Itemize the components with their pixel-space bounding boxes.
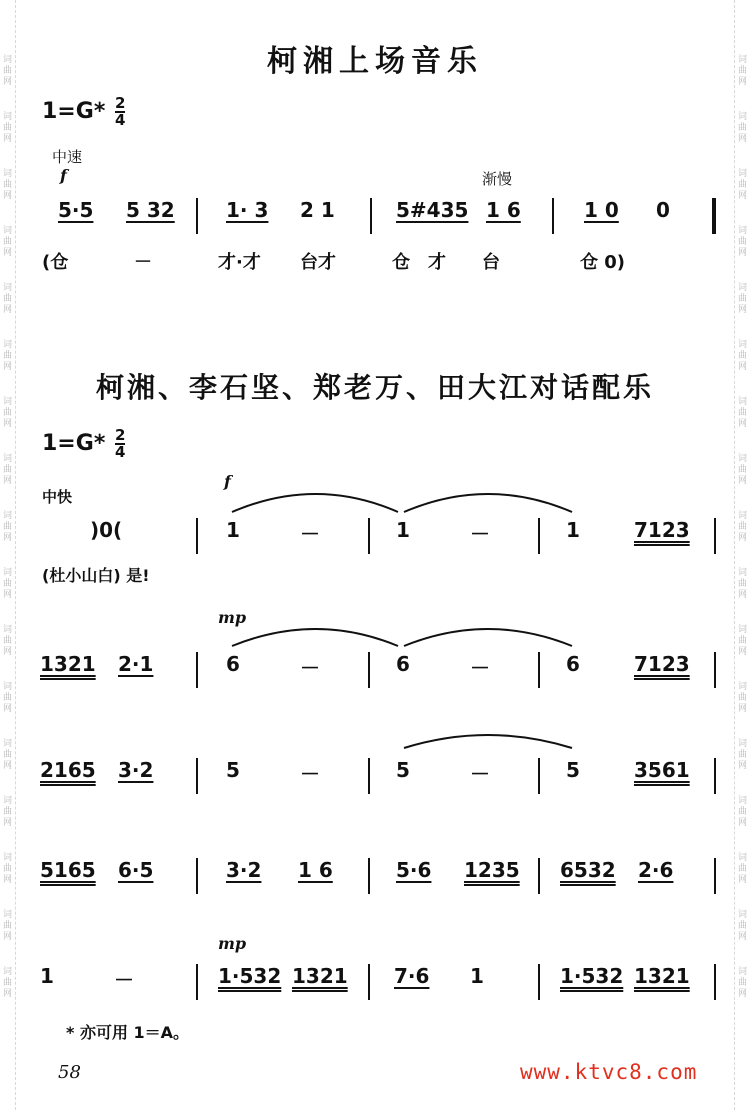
section1-rit: 渐慢 (482, 170, 513, 188)
watermark-text: 词 曲 网 (737, 967, 747, 999)
barline (538, 758, 540, 794)
note-group: 1321 (634, 964, 690, 988)
barline (714, 518, 716, 554)
barline (714, 964, 716, 1000)
watermark-text: 词 曲 网 (2, 853, 12, 885)
note-group: 7123 (634, 652, 690, 676)
percussion-syllable: 仓 0) (580, 252, 626, 273)
note-group: 1 6 (298, 858, 333, 882)
barline (196, 518, 198, 554)
section1-time-den: 4 (115, 111, 126, 129)
note-group: 7·6 (394, 964, 430, 988)
section2-row-4 (0, 858, 750, 898)
barline (368, 652, 370, 688)
watermark-text: 词 曲 网 (2, 454, 12, 486)
watermark-text: 词 曲 网 (737, 112, 747, 144)
percussion-syllable: 台才 (300, 252, 336, 273)
watermark-text: 词 曲 网 (2, 910, 12, 942)
watermark-text: 词 曲 网 (2, 340, 12, 372)
note-group: 2 1 (300, 198, 335, 222)
watermark-text: 词 曲 网 (737, 796, 747, 828)
slur (232, 494, 398, 512)
watermark-text: 词 曲 网 (737, 397, 747, 429)
note-group: 1 6 (486, 198, 521, 222)
section1-dynamic: f (60, 166, 67, 185)
section2-tempo: 中快 (42, 488, 73, 506)
note-group: 6·5 (118, 858, 154, 882)
note: 1 (40, 964, 54, 988)
watermark-text: 词 曲 网 (737, 55, 747, 87)
dash: － (470, 762, 490, 786)
section2-row-5 (0, 964, 750, 1004)
note-group: 1 0 (584, 198, 619, 222)
barline (196, 858, 198, 894)
note-group: 2·6 (638, 858, 674, 882)
dash: － (300, 522, 320, 546)
watermark-text: 词 曲 网 (737, 169, 747, 201)
percussion-syllable: － (134, 252, 152, 273)
barline (538, 652, 540, 688)
section2-row-3 (0, 758, 750, 798)
percussion-syllable: 台 (482, 252, 500, 273)
watermark-text: 词 曲 网 (2, 226, 12, 258)
note-group: 1·532 (560, 964, 624, 988)
note-group: 5#435 (396, 198, 469, 222)
watermark-text: 词 曲 网 (2, 967, 12, 999)
note-group: 3561 (634, 758, 690, 782)
section1-percussion-row (0, 248, 750, 288)
section2-title: 柯湘、李石坚、郑老万、田大江对话配乐 (95, 371, 654, 404)
section2-key: 1=G (42, 431, 94, 456)
watermark-text: 词 曲 网 (2, 283, 12, 315)
barline (196, 758, 198, 794)
note: 1 (226, 518, 240, 542)
barline (538, 964, 540, 1000)
note: 6 (396, 652, 410, 676)
section2-dynamic-f: f (224, 472, 231, 491)
note: 6 (226, 652, 240, 676)
note-group: 3·2 (226, 858, 262, 882)
section1-key-mark: * (93, 99, 106, 124)
watermark-text: 词 曲 网 (737, 340, 747, 372)
section2-key-signature (42, 428, 125, 460)
watermark-text: 词 曲 网 (2, 796, 12, 828)
note-group: 2·1 (118, 652, 154, 676)
section2-time-signature (115, 428, 125, 460)
dash: － (300, 762, 320, 786)
watermark-text: 词 曲 网 (737, 283, 747, 315)
section2-time-num: 2 (115, 426, 126, 444)
dash: － (114, 968, 134, 992)
spoken-line: (杜小山白) 是! (42, 566, 150, 585)
note-group: 2165 (40, 758, 96, 782)
note-group: 0 (656, 198, 670, 222)
note-group: 5165 (40, 858, 96, 882)
watermark-text: 词 曲 网 (737, 226, 747, 258)
watermark-text: 词 曲 网 (2, 682, 12, 714)
barline (368, 758, 370, 794)
section2-row-1 (0, 518, 750, 558)
watermark-text: 词 曲 网 (2, 169, 12, 201)
watermark-text: 词 曲 网 (2, 739, 12, 771)
note-group: 1· 3 (226, 198, 269, 222)
barline (538, 518, 540, 554)
watermark-text: 词 曲 网 (737, 454, 747, 486)
percussion-syllable: 仓 (392, 252, 410, 273)
note-group: 7123 (634, 518, 690, 542)
note: 1 (470, 964, 484, 988)
section1-melody-row (0, 198, 750, 238)
watermark-text: 词 曲 网 (2, 112, 12, 144)
slur (404, 494, 572, 512)
note: 5 (396, 758, 410, 782)
barline (552, 198, 554, 234)
watermark-text: 词 曲 网 (737, 682, 747, 714)
barline (370, 198, 372, 234)
note-group: 5·5 (58, 198, 94, 222)
section1-title: 柯湘上场音乐 (267, 44, 483, 79)
dash: － (300, 656, 320, 680)
percussion-syllable: 才·才 (218, 252, 261, 273)
percussion-syllable: (仓 (42, 252, 69, 273)
footnote: * 亦可用 1＝A。 (66, 1023, 190, 1042)
note: 6 (566, 652, 580, 676)
note: 1 (396, 518, 410, 542)
pickup-rest: )0( (90, 518, 123, 542)
barline (714, 758, 716, 794)
section1-time-signature (115, 96, 125, 128)
barline (714, 652, 716, 688)
note-group: 5 32 (126, 198, 175, 222)
section2-row-2 (0, 652, 750, 692)
dash: － (470, 522, 490, 546)
note: 1 (566, 518, 580, 542)
slur (404, 629, 572, 646)
watermark-text: 词 曲 网 (737, 739, 747, 771)
barline (368, 518, 370, 554)
watermark-text: 词 曲 网 (2, 55, 12, 87)
page-number: 58 (58, 1062, 81, 1083)
barline (368, 858, 370, 894)
section2-key-mark: * (93, 431, 106, 456)
slur (232, 629, 398, 646)
watermark-text: 词 曲 网 (2, 625, 12, 657)
note-group: 1321 (40, 652, 96, 676)
section2-dynamic-mp2: mp (218, 934, 247, 953)
note-group: 1·532 (218, 964, 282, 988)
watermark-text: 词 曲 网 (2, 397, 12, 429)
watermark-text: 词 曲 网 (737, 511, 747, 543)
section1-time-num: 2 (115, 94, 126, 112)
barline (196, 652, 198, 688)
section2-dynamic-mp1: mp (218, 608, 247, 627)
barline (196, 198, 198, 234)
watermark-text: 词 曲 网 (737, 625, 747, 657)
final-barline (712, 198, 716, 234)
slur (404, 735, 572, 748)
note-group: 1321 (292, 964, 348, 988)
barline (714, 858, 716, 894)
percussion-syllable: 才 (428, 252, 446, 273)
note: 5 (566, 758, 580, 782)
watermark-text: 词 曲 网 (2, 568, 12, 600)
barline (538, 858, 540, 894)
section1-key: 1=G (42, 99, 94, 124)
section1-key-signature (42, 96, 125, 128)
note-group: 1235 (464, 858, 520, 882)
site-watermark: www.ktvc8.com (520, 1060, 698, 1084)
dash: － (470, 656, 490, 680)
barline (368, 964, 370, 1000)
watermark-text: 词 曲 网 (737, 568, 747, 600)
section1-tempo: 中速 (52, 148, 83, 166)
note-group: 3·2 (118, 758, 154, 782)
watermark-text: 词 曲 网 (737, 910, 747, 942)
barline (196, 964, 198, 1000)
section2-time-den: 4 (115, 443, 126, 461)
watermark-text: 词 曲 网 (737, 853, 747, 885)
note: 5 (226, 758, 240, 782)
note-group: 5·6 (396, 858, 432, 882)
note-group: 6532 (560, 858, 616, 882)
watermark-text: 词 曲 网 (2, 511, 12, 543)
